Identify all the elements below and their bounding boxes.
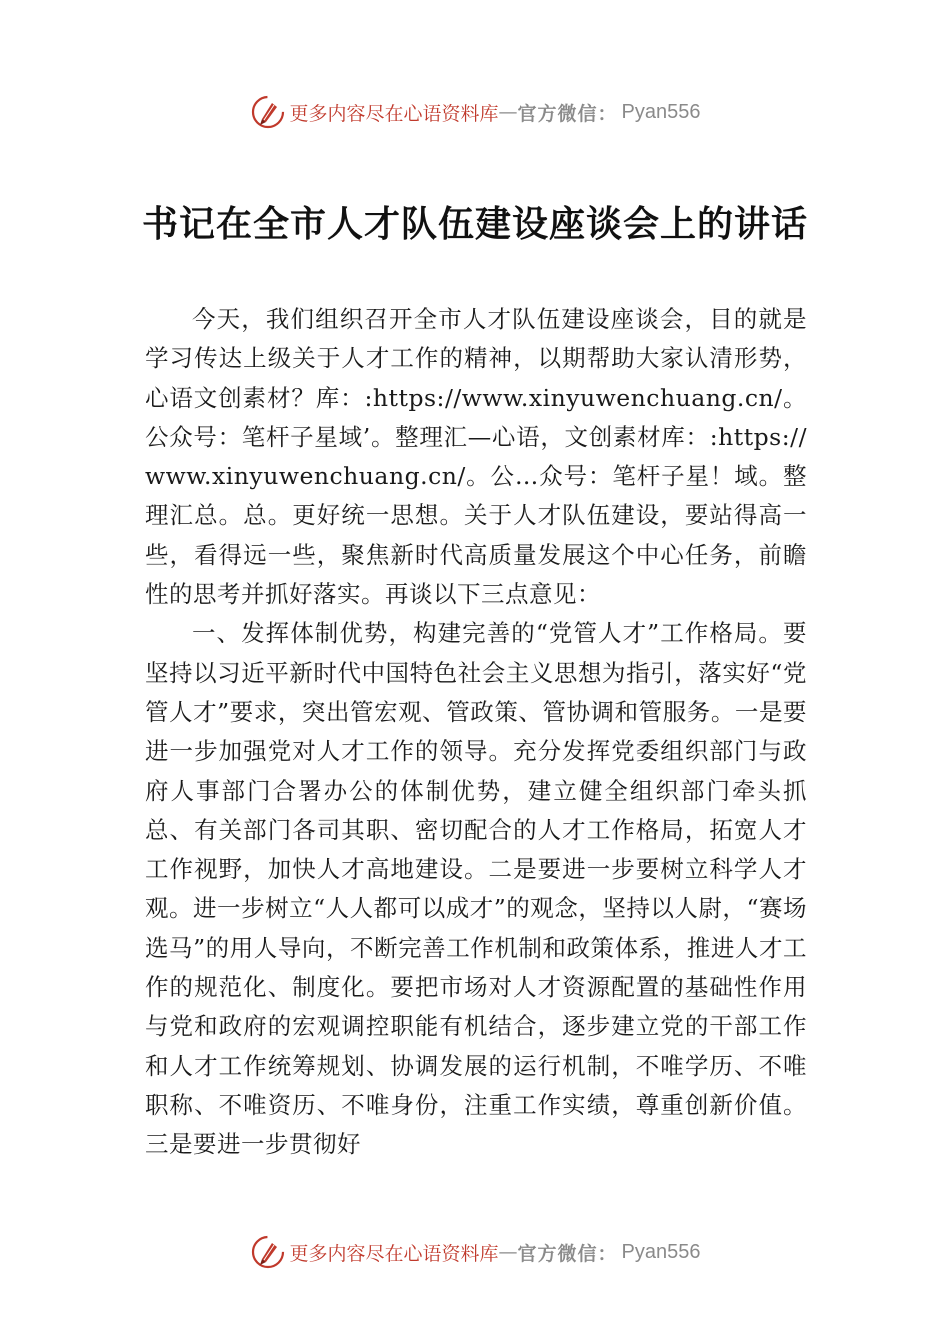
banner-wechat-id: Pyan556 <box>621 1240 701 1263</box>
paragraph: 今天，我们组织召开全市人才队伍建设座谈会，目的就是学习传达上级关于人才工作的精神，以期帮助大家认清形势，心语文创素材？库：:https://www.xinyuwenchuang.cn/。公众号：笔杆子星域’。整理汇—心语，文创素材库：:https://www.xinyuwenchuang.cn/。公…众号：笔杆子星！域。整理汇总。总。更好统一思想。关于人才队伍建设，要站得高一些，看得远一些，聚焦新时代高质量发展这个中心任务，前瞻性的思考并抓好落实。再谈以下三点意见： <box>145 305 807 609</box>
document-body <box>145 300 807 1165</box>
paragraph: 一、发挥体制优势，构建完善的“党管人才”工作格局。要坚持以习近平新时代中国特色社会主义思想为指引，落实好“党管人才”要求，突出管宏观、管政策、管协调和管服务。一是要进一步加强党对人才工作的领导。充分发挥党委组织部门与政府人事部门合署办公的体制优势，建立健全组织部门牵头抓总、有关部门各司其职、密切配合的人才工作格局，拓宽人才工作视野，加快人才高地建设。二是要进一步要树立科学人才观。进一步树立“人人都可以成才”的观念，坚持以人尉，“赛场选马”的用人导向，不断完善工作机制和政策体系，推进人才工作的规范化、制度化。要把市场对人才资源配置的基础性作用与党和政府的宏观调控职能有机结合，逐步建立党的干部工作和人才工作统筹规划、协调发展的运行机制，不唯学历、不唯职称、不唯资历、不唯身份，注重工作实绩，尊重创新价值。三是要进一步贯彻好 <box>145 619 807 1159</box>
banner-wechat-label: 官方微信： <box>517 1242 618 1265</box>
pen-nib-logo-icon <box>250 1234 286 1270</box>
banner-wechat-id: Pyan556 <box>621 100 701 123</box>
header-banner <box>0 92 950 132</box>
banner-text: 更多内容尽在心语资料库 <box>289 102 499 125</box>
document-title: 书记在全市人才队伍建设座谈会上的讲话 <box>141 203 808 245</box>
banner-separator: — <box>498 101 518 123</box>
pen-nib-logo-icon <box>250 94 286 130</box>
banner-separator: — <box>498 1241 518 1263</box>
banner-wechat-label: 官方微信： <box>517 102 618 125</box>
footer-banner <box>0 1232 950 1272</box>
banner-text: 更多内容尽在心语资料库 <box>289 1242 499 1265</box>
